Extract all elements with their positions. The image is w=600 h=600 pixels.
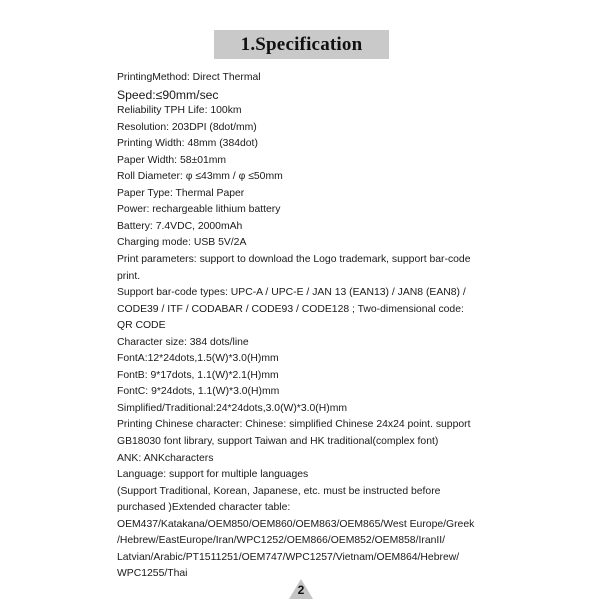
spec-line: Resolution: 203DPI (8dot/mm) bbox=[117, 121, 257, 133]
spec-line: Print parameters: support to download the Logo trademark, support bar-code bbox=[117, 254, 471, 266]
spec-line: Language: support for multiple languages bbox=[117, 469, 309, 481]
spec-line: Charging mode: USB 5V/2A bbox=[117, 237, 247, 249]
spec-line: OEM437/Katakana/OEM850/OEM860/OEM863/OEM865/West Europe/Greek bbox=[117, 518, 475, 530]
spec-line: Reliability TPH Life: 100km bbox=[117, 105, 242, 117]
spec-line: Paper Width: 58±01mm bbox=[117, 154, 227, 166]
spec-line: Power: rechargeable lithium battery bbox=[117, 204, 281, 216]
page-number-badge bbox=[288, 578, 314, 600]
spec-list bbox=[117, 70, 517, 583]
spec-line: Latvian/Arabic/PT1511251/OEM747/WPC1257/Vietnam/OEM864/Hebrew/ bbox=[117, 551, 460, 563]
spec-line: Printing Width: 48mm (384dot) bbox=[117, 138, 258, 150]
spec-line: Simplified/Traditional:24*24dots,3.0(W)*3.0(H)mm bbox=[117, 402, 348, 414]
section-title-banner bbox=[214, 30, 389, 59]
spec-line: Character size: 384 dots/line bbox=[117, 336, 249, 348]
spec-line: FontA:12*24dots,1.5(W)*3.0(H)mm bbox=[117, 353, 279, 365]
spec-line: (Support Traditional, Korean, Japanese, etc. must be instructed before bbox=[117, 485, 441, 497]
page-number: 2 bbox=[297, 583, 305, 597]
spec-line: Paper Type: Thermal Paper bbox=[117, 187, 245, 199]
spec-line: GB18030 font library, support Taiwan and HK traditional(complex font) bbox=[117, 436, 439, 448]
section-title: 1.Specification bbox=[240, 33, 363, 55]
spec-line: ANK: ANKcharacters bbox=[117, 452, 214, 464]
spec-line: WPC1255/Thai bbox=[117, 568, 188, 580]
spec-line: Roll Diameter: φ ≤43mm / φ ≤50mm bbox=[117, 171, 283, 183]
spec-line: /Hebrew/EastEurope/Iran/WPC1252/OEM866/OEM852/OEM858/IranII/ bbox=[117, 535, 446, 547]
spec-line: PrintingMethod: Direct Thermal bbox=[117, 72, 261, 83]
spec-line: FontB: 9*17dots, 1.1(W)*2.1(H)mm bbox=[117, 369, 279, 381]
spec-line: CODE39 / ITF / CODABAR / CODE93 / CODE128 ; Two-dimensional code: bbox=[117, 303, 464, 315]
spec-line: Speed:≤90mm/sec bbox=[117, 87, 219, 102]
spec-line: Support bar-code types: UPC-A / UPC-E / JAN 13 (EAN13) / JAN8 (EAN8) / bbox=[117, 287, 466, 299]
spec-line: QR CODE bbox=[117, 320, 166, 332]
spec-line: Printing Chinese character: Chinese: simplified Chinese 24x24 point. support bbox=[117, 419, 471, 431]
spec-line: Battery: 7.4VDC, 2000mAh bbox=[117, 220, 243, 232]
spec-line: FontC: 9*24dots, 1.1(W)*3.0(H)mm bbox=[117, 386, 280, 398]
spec-line: print. bbox=[117, 270, 141, 282]
spec-line: purchased )Extended character table: bbox=[117, 502, 291, 514]
